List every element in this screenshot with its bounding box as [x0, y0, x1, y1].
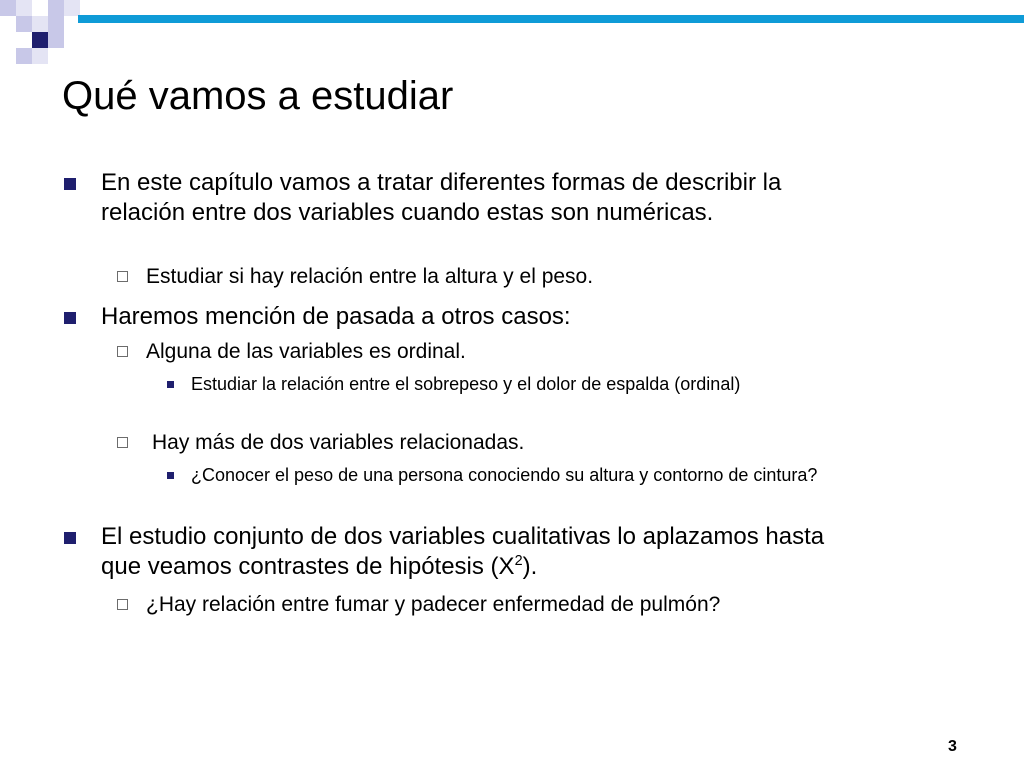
sub-bullet-item — [146, 264, 906, 290]
small-square-bullet-icon — [167, 472, 174, 479]
sub-sub-bullet-item — [191, 372, 851, 396]
sub-sub-bullet-text: Estudiar la relación entre el sobrepeso y el dolor de espalda (ordinal) — [191, 374, 741, 394]
bullet-item-3 — [101, 522, 861, 582]
small-square-bullet-icon — [167, 381, 174, 388]
corner-decoration — [0, 0, 80, 64]
sub-bullet-item — [146, 592, 906, 618]
square-bullet-icon — [64, 178, 76, 190]
sub-bullet-text: Estudiar si hay relación entre la altura y el peso. — [146, 265, 594, 288]
page-number: 3 — [948, 738, 957, 755]
sub-bullet-text: Alguna de las variables es ordinal. — [146, 340, 466, 363]
top-accent-bar — [78, 15, 1024, 23]
hollow-square-bullet-icon — [117, 346, 128, 357]
bullet-item-2 — [101, 302, 861, 332]
bullet-text: En este capítulo vamos a tratar diferentes formas de describir la relación entre dos variables cuando estas son numéricas. — [101, 169, 782, 226]
bullet-item-1 — [101, 168, 861, 228]
sub-bullet-item — [146, 430, 906, 456]
bullet-text: Haremos mención de pasada a otros casos: — [101, 303, 571, 330]
sub-sub-bullet-text: ¿Conocer el peso de una persona conociendo su altura y contorno de cintura? — [191, 465, 818, 485]
hollow-square-bullet-icon — [117, 271, 128, 282]
sub-bullet-text: ¿Hay relación entre fumar y padecer enfermedad de pulmón? — [146, 593, 721, 616]
superscript: 2 — [514, 553, 523, 569]
hollow-square-bullet-icon — [117, 437, 128, 448]
sub-sub-bullet-item — [191, 463, 851, 487]
sub-bullet-text: Hay más de dos variables relacionadas. — [152, 431, 525, 454]
square-bullet-icon — [64, 532, 76, 544]
bullet-text-end: ). — [522, 553, 538, 580]
bullet-text: El estudio conjunto de dos variables cualitativas lo aplazamos hasta que veamos contrastes de hipótesis (X — [101, 523, 825, 580]
hollow-square-bullet-icon — [117, 599, 128, 610]
slide-title: Qué vamos a estudiar — [62, 74, 454, 118]
sub-bullet-item — [146, 339, 906, 365]
square-bullet-icon — [64, 312, 76, 324]
